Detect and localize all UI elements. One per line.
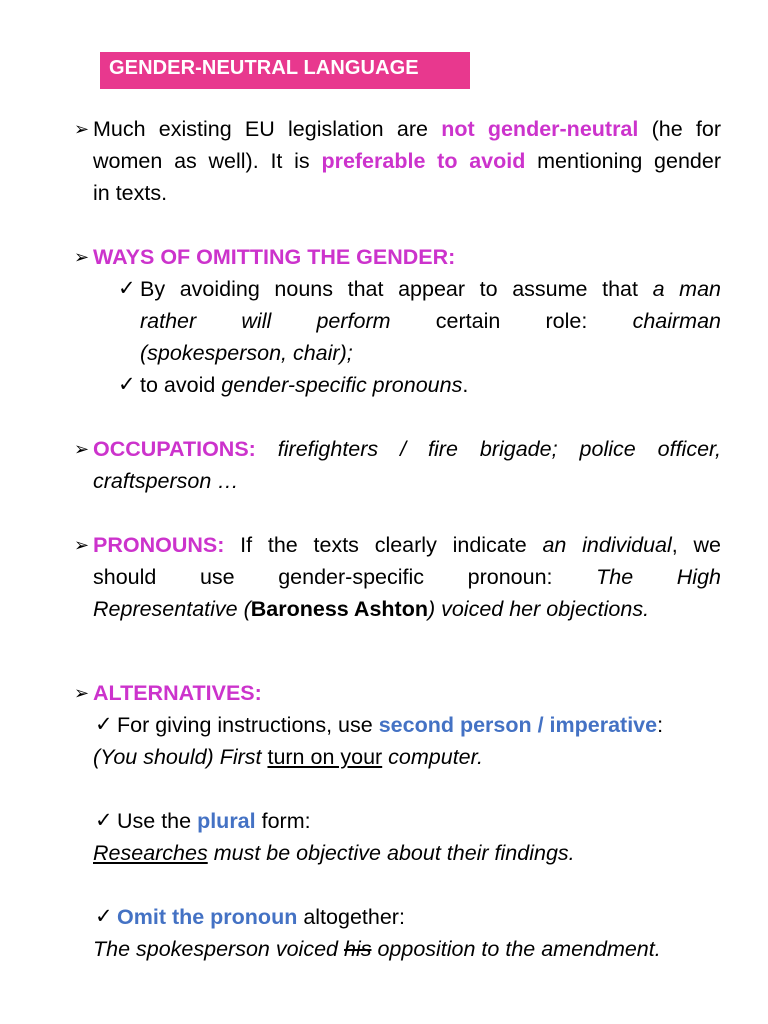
- arrow-bullet-icon: ➢: [74, 683, 90, 703]
- arrow-bullet-icon: ➢: [74, 247, 90, 267]
- arrow-bullet-icon: ➢: [74, 535, 90, 555]
- intro-line-2: women as well). It is preferable to avoid mentioning gender: [93, 149, 721, 173]
- ways-heading: WAYS OF OMITTING THE GENDER:: [93, 245, 456, 269]
- ways-item-1-line-2: rather will perform certain role: chairman: [140, 309, 722, 333]
- arrow-bullet-icon: ➢: [74, 119, 90, 139]
- intro-line-1: Much existing EU legislation are not gender-neutral (he for: [93, 117, 721, 141]
- alternatives-item-1-example: (You should) First turn on your computer.: [93, 745, 483, 769]
- ways-item-1-line-3: (spokesperson, chair);: [140, 341, 353, 365]
- ways-item-2: to avoid gender-specific pronouns.: [140, 373, 469, 397]
- pronouns-line-3: Representative (Baroness Ashton) voiced her objections.: [93, 597, 650, 621]
- page-title: GENDER-NEUTRAL LANGUAGE: [100, 52, 470, 89]
- alternatives-item-2-example: Researches must be objective about their findings.: [93, 841, 575, 865]
- check-bullet-icon: ✓: [95, 713, 113, 736]
- check-bullet-icon: ✓: [95, 809, 113, 832]
- intro-line-3: in texts.: [93, 181, 168, 205]
- alternatives-item-1: For giving instructions, use second person / imperative:: [117, 713, 664, 737]
- alternatives-heading: ALTERNATIVES:: [93, 681, 262, 705]
- pronouns-line-1: PRONOUNS: If the texts clearly indicate an individual, we: [93, 533, 722, 557]
- alternatives-item-2: Use the plural form:: [117, 809, 311, 833]
- alternatives-item-3-example: The spokesperson voiced his opposition to the amendment.: [93, 937, 661, 961]
- check-bullet-icon: ✓: [118, 373, 136, 396]
- ways-item-1-line-1: By avoiding nouns that appear to assume that a man: [140, 277, 721, 301]
- check-bullet-icon: ✓: [118, 277, 136, 300]
- check-bullet-icon: ✓: [95, 905, 113, 928]
- alternatives-item-3: Omit the pronoun altogether:: [117, 905, 405, 929]
- occupations-line-1: OCCUPATIONS: firefighters / fire brigade; police officer,: [93, 437, 721, 461]
- pronouns-line-2: should use gender-specific pronoun: The High: [93, 565, 721, 589]
- occupations-line-2: craftsperson …: [93, 469, 239, 493]
- arrow-bullet-icon: ➢: [74, 439, 90, 459]
